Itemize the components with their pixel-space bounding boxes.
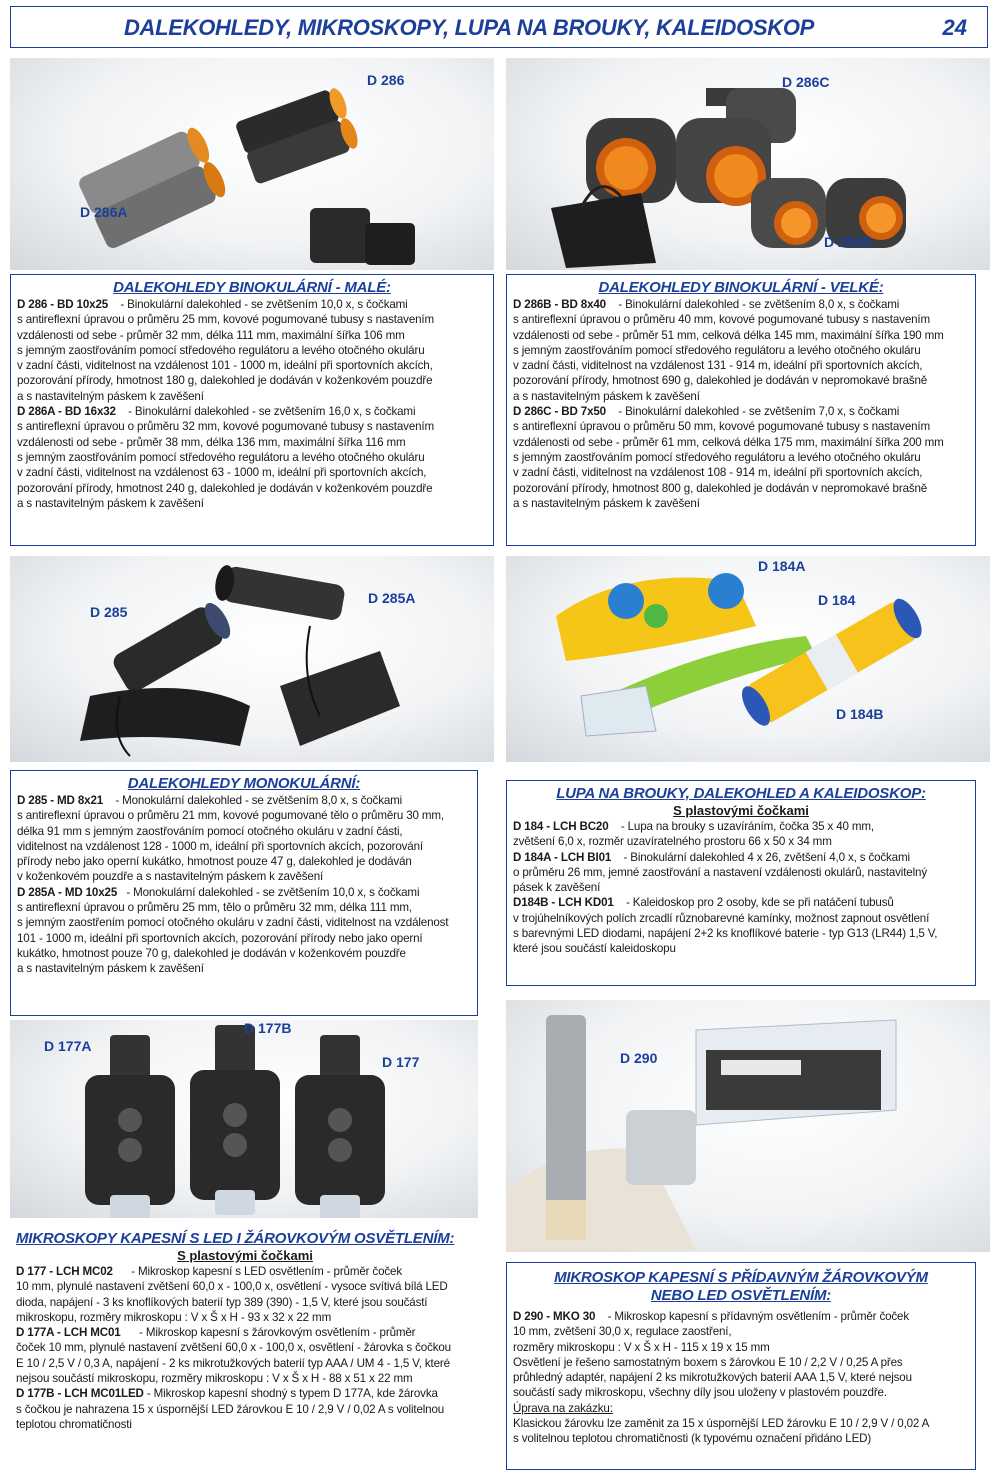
description-line: v zadní části, viditelnost na vzdálenost 131 - 914 m, ideální při sportovních akcích, xyxy=(513,359,923,373)
description-line: - Monokulární dalekohled - se zvětšením 8,0 x, s čočkami xyxy=(115,794,403,807)
section-subheading: S plastovými čočkami xyxy=(177,1248,313,1263)
label-d286: D 286 xyxy=(367,72,405,88)
description-line: a s nastavitelným páskem k zavěšení xyxy=(17,496,204,510)
description-line: v zadní části, viditelnost na vzdálenost 108 - 914 m, ideální při sportovních akcích, xyxy=(513,466,923,480)
photo-monoculars xyxy=(10,556,494,762)
description-line: a s nastavitelným páskem k zavěšení xyxy=(513,389,700,403)
microscope-d290-image xyxy=(506,1000,990,1252)
label-d285a: D 285A xyxy=(368,590,416,606)
label-d184a: D 184A xyxy=(758,558,806,574)
description-line: - Mikroskop kapesní s žárovkovým osvětlením - průměr xyxy=(139,1326,416,1340)
description-line: - Mikroskop kapesní s přídavným osvětlením - průměr čoček xyxy=(607,1310,909,1323)
description-line: s antireflexní úpravou o průměru 21 mm, kovové pogumované tělo o průměru 30 mm, xyxy=(17,809,444,823)
section-small-binoculars xyxy=(10,274,494,546)
section-bug-viewer xyxy=(506,780,976,986)
section-monocular xyxy=(10,770,478,1016)
description-line: s jemným zaostřením pomocí otočného okuláru v zadní části, viditelnost na vzdálenost xyxy=(17,916,449,930)
photo-microscope-d290 xyxy=(506,1000,990,1252)
description-line: vzdálenosti od sebe - průměr 51 mm, celková délka 145 mm, maximální šířka 190 mm xyxy=(513,328,944,342)
description-line: mikroskopu, rozměry mikroskopu : V x Š x H - 93 x 32 x 22 mm xyxy=(16,1310,332,1324)
description-line: - Monokulární dalekohled - se zvětšením 10,0 x, s čočkami xyxy=(126,885,420,899)
description-line: pozorování přírody, hmotnost 180 g, dalekohled je dodáván v koženkovém pouzdře xyxy=(17,374,433,388)
product-code: D 184A - LCH BI01 xyxy=(513,850,612,864)
section-body xyxy=(11,793,477,977)
page-number: 24 xyxy=(942,15,967,40)
page-header xyxy=(10,6,988,48)
product-code: D 286A - BD 16x32 xyxy=(17,405,116,419)
label-d184b: D 184B xyxy=(836,706,884,722)
description-line: které jsou součástí kaleidoskopu xyxy=(513,942,676,956)
product-code: D 177A - LCH MC01 xyxy=(16,1326,121,1340)
photo-large-binoculars xyxy=(506,58,990,270)
label-d177a: D 177A xyxy=(44,1038,92,1054)
product-code: D 286 - BD 10x25 xyxy=(17,298,109,311)
product-code: D 286C - BD 7x50 xyxy=(513,405,606,419)
label-d184: D 184 xyxy=(818,592,856,608)
section-body xyxy=(507,1309,975,1447)
description-line: s antireflexní úpravou o průměru 25 mm, kovové pogumované tubusy s nastavením xyxy=(17,313,435,327)
description-line: - Mikroskop kapesní s LED osvětlením - průměr čoček xyxy=(131,1265,402,1278)
label-d290: D 290 xyxy=(620,1050,658,1066)
description-line: s antireflexní úpravou o průměru 32 mm, kovové pogumované tubusy s nastavením xyxy=(17,420,435,434)
label-d177b: D 177B xyxy=(244,1020,292,1036)
product-code: D 286B - BD 8x40 xyxy=(513,298,606,311)
description-line: - Binokulární dalekohled - se zvětšením 7,0 x, s čočkami xyxy=(618,405,900,419)
label-d285: D 285 xyxy=(90,604,128,620)
section-body xyxy=(507,297,975,511)
description-line: - Binokulární dalekohled 4 x 26, zvětšení 4,0 x, s čočkami xyxy=(623,850,910,864)
section-heading: DALEKOHLEDY BINOKULÁRNÍ - MALÉ: xyxy=(113,279,391,296)
description-line: s antireflexní úpravou o průměru 25 mm, tělo o průměru 32 mm, délka 111 mm, xyxy=(17,901,412,915)
section-pocket-microscope-d290 xyxy=(506,1262,976,1470)
product-code: D 285 - MD 8x21 xyxy=(17,794,104,807)
photo-pocket-microscopes xyxy=(10,1020,478,1218)
label-d177: D 177 xyxy=(382,1054,420,1070)
photo-small-binoculars xyxy=(10,58,494,270)
description-line: s barevnými LED diodami, napájení 2+2 ks knoflíkové baterie - typ G13 (LR44) 1,5 V, xyxy=(513,927,938,941)
description-line: v zadní části, viditelnost na vzdálenost 101 - 1000 m, ideální při sportovních akcích, xyxy=(17,359,433,373)
section-heading: MIKROSKOPY KAPESNÍ S LED I ŽÁROVKOVÝM OSVĚTLENÍM: xyxy=(16,1230,455,1247)
description-line: - Binokulární dalekohled - se zvětšením 8,0 x, s čočkami xyxy=(618,298,900,311)
description-line: Osvětlení je řešeno samostatným boxem s žárovkou E 10 / 2,2 V / 0,25 A přes xyxy=(513,1355,903,1369)
description-line: s antireflexní úpravou o průměru 40 mm, kovové pogumované tubusy s nastavením xyxy=(513,313,931,327)
section-heading: DALEKOHLEDY BINOKULÁRNÍ - VELKÉ: xyxy=(598,279,884,296)
description-line: a s nastavitelným páskem k zavěšení xyxy=(513,496,700,510)
section-pocket-microscopes xyxy=(10,1226,480,1466)
description-line: délka 91 mm s jemným zaostřováním pomocí otočného okuláru v zadní části, xyxy=(17,824,403,838)
description-line: viditelnost na vzdálenost 128 - 1000 m, ideální při sportovních akcích, pozorování xyxy=(17,839,423,853)
description-line: pozorování přírody, hmotnost 800 g, dalekohled je dodáván v nepromokavé brašně xyxy=(513,481,928,495)
label-d286b: D 286B xyxy=(824,234,872,250)
product-code: D 290 - MKO 30 xyxy=(513,1310,596,1323)
description-line: průhledný adaptér, napájení 2 ks mikrotužkových baterií AAA 1,5 V, které nejsou xyxy=(513,1371,912,1385)
page-title: DALEKOHLEDY, MIKROSKOPY, LUPA NA BROUKY, KALEIDOSKOP xyxy=(123,15,815,40)
description-line: čoček 10 mm, plynulé nastavení zvětšení 60,0 x - 100,0 x, osvětlení - žárovka s čočkou xyxy=(16,1341,451,1355)
description-line: - Mikroskop kapesní shodný s typem D 177A, kde žárovka xyxy=(146,1387,438,1401)
description-line: a s nastavitelným páskem k zavěšení xyxy=(17,962,204,976)
description-line: 101 - 1000 m, ideální při sportovních akcích, pozorování přírody nebo jako operní xyxy=(17,931,423,945)
description-line: s jemným zaostřováním pomocí středového regulátoru a levého otočného okuláru xyxy=(513,450,921,464)
description-line: - Kaleidoskop pro 2 osoby, kde se při natáčení tubusů xyxy=(625,896,894,910)
description-line: - Binokulární dalekohled - se zvětšením 16,0 x, s čočkami xyxy=(128,405,416,419)
description-line: vzdálenosti od sebe - průměr 61 mm, celková délka 175 mm, maximální šířka 200 mm xyxy=(513,435,944,449)
description-line: v zadní části, viditelnost na vzdálenost 63 - 1000 m, ideální při sportovních akcích, xyxy=(17,466,427,480)
description-line: v trojúhelníkových polích zrcadlí různobarevné kamínky, možnost zapnout osvětlení xyxy=(513,911,930,925)
description-line: 10 mm, zvětšení 30,0 x, regulace zaostření, xyxy=(513,1325,732,1339)
description-line: E 10 / 2,5 V / 0,3 A, napájení - 2 ks mikrotužkových baterií typ AAA / UM 4 - 1,5 V, které xyxy=(16,1356,450,1370)
description-line: - Binokulární dalekohled - se zvětšením 10,0 x, s čočkami xyxy=(120,298,408,311)
product-code: D 184 - LCH BC20 xyxy=(513,820,609,833)
description-line: teplotou chromatičnosti xyxy=(16,1417,132,1431)
section-body xyxy=(10,1264,480,1432)
description-line: v koženkovém pouzdře a s nastavitelným páskem k zavěšení xyxy=(17,870,324,884)
description-line: zvětšení 6,0 x, rozměr uzavíratelného prostoru 66 x 50 x 34 mm xyxy=(513,835,832,849)
description-line: přírody nebo jako operní kukátko, hmotnost pouze 47 g, dalekohled je dodáván xyxy=(17,855,412,869)
section-heading-line1: MIKROSKOP KAPESNÍ S PŘÍDAVNÝM ŽÁROVKOVÝM xyxy=(554,1269,928,1286)
description-line: a s nastavitelným páskem k zavěšení xyxy=(17,389,204,403)
description-line: součástí sady mikroskopu, všechny díly jsou uloženy v plastovém pouzdře. xyxy=(513,1386,887,1400)
description-line: pásek k zavěšení xyxy=(513,881,601,895)
description-line: vzdálenosti od sebe - průměr 32 mm, délka 111 mm, maximální šířka 106 mm xyxy=(17,328,405,342)
description-line: s jemným zaostřováním pomocí středového regulátoru a levého otočného okuláru xyxy=(513,343,921,357)
description-line: pozorování přírody, hmotnost 690 g, dalekohled je dodáván v nepromokavé brašně xyxy=(513,374,928,388)
product-code: D 285A - MD 10x25 xyxy=(17,885,118,899)
label-d286a: D 286A xyxy=(80,204,128,220)
description-line: s jemným zaostřováním pomocí středového regulátoru a levého otočného okuláru xyxy=(17,343,425,357)
monoculars-image xyxy=(10,556,494,762)
section-body xyxy=(507,819,975,957)
product-code: D 177 - LCH MC02 xyxy=(16,1265,113,1278)
label-d286c: D 286C xyxy=(782,74,830,90)
custom-order-label: Úprava na zakázku: xyxy=(513,1401,613,1415)
bug-viewer-kaleidoscope-image xyxy=(506,556,990,762)
description-line: vzdálenosti od sebe - průměr 38 mm, délka 136 mm, maximální šířka 116 mm xyxy=(17,435,406,449)
product-code: D 177B - LCH MC01LED xyxy=(16,1387,144,1401)
section-heading: DALEKOHLEDY MONOKULÁRNÍ: xyxy=(127,775,361,792)
description-line: o průměru 26 mm, jemné zaostřování a nastavení vzdálenosti okulárů, nastavitelný xyxy=(513,865,927,879)
product-code: D184B - LCH KD01 xyxy=(513,896,614,910)
description-line: - Lupa na brouky s uzavíráním, čočka 35 x 40 mm, xyxy=(620,820,874,833)
description-line: Klasickou žárovku lze zaměnit za 15 x úspornější LED žárovku E 10 / 2,9 V / 0,02 A xyxy=(513,1417,930,1431)
description-line: nejsou součástí mikroskopu, rozměry mikroskopu : V x Š x H - 88 x 51 x 22 mm xyxy=(16,1372,413,1386)
description-line: s volitelnou teplotou chromatičnosti (k typovému označení přidáno LED) xyxy=(513,1432,872,1446)
large-binoculars-image xyxy=(506,58,990,270)
description-line: pozorování přírody, hmotnost 240 g, dalekohled je dodáván v koženkovém pouzdře xyxy=(17,481,433,495)
description-line: kukátko, hmotnost pouze 70 g, dalekohled je dodáván v koženkovém pouzdře xyxy=(17,946,406,960)
section-heading: LUPA NA BROUKY, DALEKOHLED A KALEIDOSKOP: xyxy=(556,785,926,802)
section-body xyxy=(11,297,493,511)
section-subheading: S plastovými čočkami xyxy=(673,803,809,818)
description-line: dioda, napájení - 3 ks knoflíkových baterií typ 389 (390) - 1,5 V, které jsou součástí xyxy=(16,1295,428,1309)
description-line: 10 mm, plynulé nastavení zvětšení 60,0 x - 100,0 x, osvětlení - vysoce svítivá bílá LED xyxy=(16,1280,448,1294)
description-line: s čočkou je nahrazena 15 x úspornější LED žárovkou E 10 / 2,9 V / 0,02 A s volitelnou xyxy=(16,1402,445,1416)
small-binoculars-image xyxy=(10,58,494,270)
description-line: s antireflexní úpravou o průměru 50 mm, kovové pogumované tubusy s nastavením xyxy=(513,420,931,434)
description-line: s jemným zaostřováním pomocí středového regulátoru a levého otočného okuláru xyxy=(17,450,425,464)
photo-bug-viewer-kaleidoscope xyxy=(506,556,990,762)
description-line: rozměry mikroskopu : V x Š x H - 115 x 19 x 15 mm xyxy=(513,1340,770,1354)
section-heading-line2: NEBO LED OSVĚTLENÍM: xyxy=(650,1287,832,1304)
section-large-binoculars xyxy=(506,274,976,546)
